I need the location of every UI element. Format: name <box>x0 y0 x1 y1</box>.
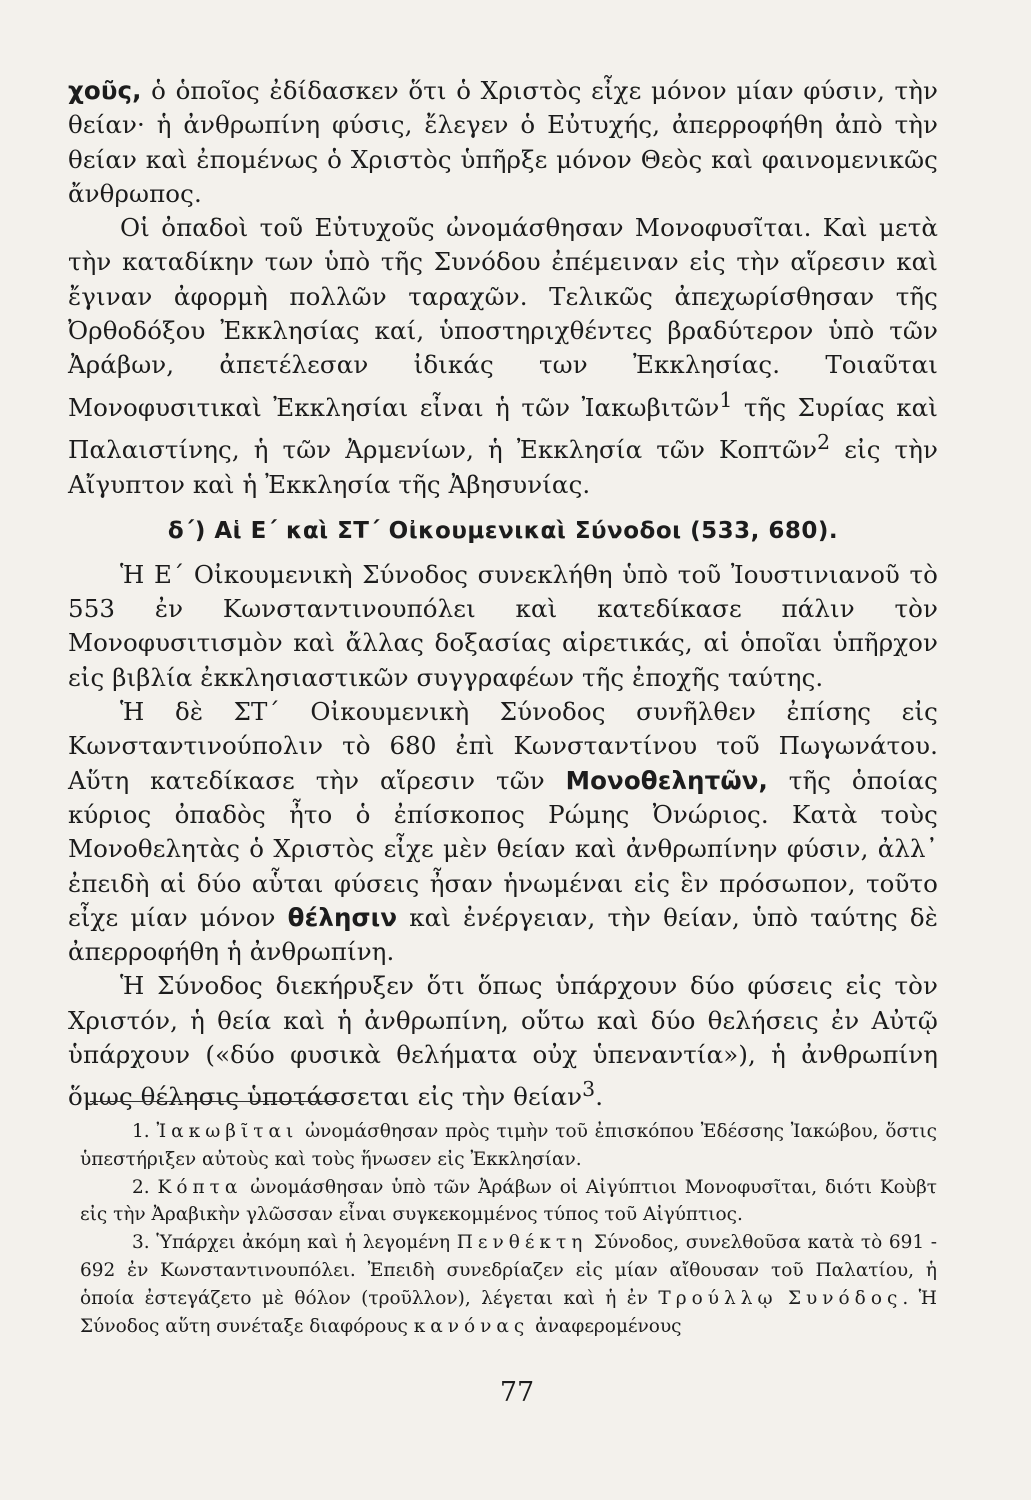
footnote-number: 2. <box>132 1176 158 1198</box>
paragraph-1 <box>68 74 938 211</box>
footnote-divider <box>90 1101 340 1102</box>
footnote-ref: 2 <box>817 430 831 455</box>
footnote-text: Σύνοδος, συνελθοῦσα κατὰ τὸ 691 - 692 ἐν Κωνσταντινουπόλει. Ἐπειδὴ συνεδρίαζεν εἰς μίαν αἴθουσαν τοῦ Παλατίου, ἡ ὁποία ἐστεγάζετο μὲ θόλον (τροῦλλον), λέγεται καὶ ἡ ἐν <box>80 1232 937 1309</box>
main-text <box>68 74 938 1115</box>
footnote-number: 3. <box>132 1232 157 1254</box>
paragraph-text: Ἡ Σύνοδος διεκήρυξεν ὅτι ὅπως ὑπάρχουν δύο φύσεις εἰς τὸν Χριστόν, ἡ θεία καὶ ἡ ἀνθρωπίνη, οὕτω καὶ δύο θελήσεις ἐν Αὐτῷ ὑπάρχουν («δύο φυσικὰ θελήματα οὐχ ὑπεναντία»), ἡ ἀνθρωπίνη ὅμως θέλησις ὑποτάσσεται εἰς τὴν θείαν <box>68 971 938 1112</box>
paragraph-text: καὶ ἐνέργειαν, τὴν θείαν, ὑπὸ ταύτης δὲ ἀπερροφήθη ἡ ἀνθρωπίνη. <box>68 902 938 967</box>
paragraph-text: εἰς τὴν Αἴγυπτον καὶ ἡ Ἐκκλησία τῆς Ἀβησυνίας. <box>68 435 938 499</box>
footnote-text <box>778 1288 788 1309</box>
footnote-text: ὠνομάσθησαν ὑπὸ τῶν Ἀράβων οἱ Αἰγύπτιοι Μονοφυσῖται, διότι Κοὺβτ εἰς τὴν Ἀραβικὴν γλῶσσαν εἶναι συγκεκομμένος τύπος τοῦ Αἰγύπτιος. <box>80 1176 937 1226</box>
footnote-text: . Ἡ Σύνοδος αὕτη συνέταξε διαφόρους <box>80 1287 937 1337</box>
footnotes <box>80 1118 937 1340</box>
spaced-term: Ἰακωβῖται <box>156 1121 299 1142</box>
footnote-text: ὠνομάσθησαν πρὸς τιμὴν τοῦ ἐπισκόπου Ἐδέσσης Ἰακώβου, ὅστις ὑπεστήριξεν αὐτοὺς καὶ τοὺς ἥνωσεν εἰς Ἐκκλησίαν. <box>80 1121 937 1170</box>
paragraph-text: τῆς Συρίας καὶ Παλαιστίνης, ἡ τῶν Ἀρμενίων, ἡ Ἐκκλησία τῶν Κοπτῶν <box>68 392 938 465</box>
footnote-text: Ὑπάρχει ἀκόμη καὶ ἡ λεγομένη <box>156 1232 457 1254</box>
spaced-term: Πενθέκτη <box>456 1232 588 1254</box>
paragraph-5 <box>68 969 938 1114</box>
spaced-term: Συνόδος <box>787 1287 903 1309</box>
page-number: 77 <box>499 1377 535 1408</box>
paragraph-text: Οἱ ὀπαδοὶ τοῦ Εὐτυχοῦς ὠνομάσθησαν Μονοφυσῖται. Καὶ μετὰ τὴν καταδίκην των ὑπὸ τῆς Συνόδου ἐπέμειναν εἰς τὴν αἵρεσιν καὶ ἔγιναν ἀφορμὴ πολλῶν ταραχῶν. Τελικῶς ἀπεχωρίσθησαν τῆς Ὀρθοδόξου Ἐκκλησίας καί, ὑποστηριχθέντες βραδύτερον ὑπὸ τῶν Ἀράβων, ἀπετέλεσαν ἰδικάς των Ἐκκλησίας. Τοιαῦται Μονοφυσιτικαὶ Ἐκκλησίαι εἶναι ἡ τῶν Ἰακωβιτῶν <box>68 213 938 422</box>
paragraph-text: τῆς ὁποίας κύριος ὀπαδὸς ἦτο ὁ ἐπίσκοπος Ρώμης Ὀνώριος. Κατὰ τοὺς Μονοθελητὰς ὁ Χριστὸς εἶχε μὲν θείαν καὶ ἀνθρωπίνην φύσιν, ἀλλ᾽ ἐπειδὴ αἱ δύο αὗται φύσεις ἦσαν ἡνωμέναι εἰς ἓν πρόσωπον, τοῦτο εἶχε μίαν μόνον <box>68 765 938 932</box>
footnote-ref: 3 <box>582 1077 596 1102</box>
spaced-term: Κόπτα <box>157 1176 243 1198</box>
footnote-number: 1. <box>132 1121 157 1142</box>
paragraph-4 <box>68 695 938 969</box>
paragraph-text: ὁ ὁποῖος ἐδίδασκεν ὅτι ὁ Χριστὸς εἶχε μόνον μίαν φύσιν, τὴν θείαν· ἡ ἀνθρωπίνη φύσις, ἔλεγεν ὁ Εὐτυχής, ἀπερροφήθη ἀπὸ τὴν θείαν καὶ ἐπομένως ὁ Χριστὸς ὑπῆρξε μόνον Θεὸς καὶ φαινομενικῶς ἄνθρωπος. <box>68 76 938 208</box>
paragraph-text: . <box>595 1082 604 1112</box>
spaced-term: Τρούλλῳ <box>658 1287 778 1309</box>
footnote-3 <box>80 1229 937 1340</box>
footnote-2 <box>80 1174 937 1230</box>
spaced-term: κανόνας <box>413 1315 530 1337</box>
footnote-ref: 1 <box>719 387 733 412</box>
bold-term: θέλησιν <box>287 902 398 932</box>
paragraph-3: Ἡ Ε΄ Οἰκουμενικὴ Σύνοδος συνεκλήθη ὑπὸ τοῦ Ἰουστινιανοῦ τὸ 553 ἐν Κωνσταντινουπόλει καὶ κατεδίκασε πάλιν τὸν Μονοφυσιτισμὸν καὶ ἄλλας δοξασίας αἱρετικάς, αἱ ὁποῖαι ὑπῆρχον εἰς βιβλία ἐκκλησιαστικῶν συγγραφέων τῆς ἐποχῆς ταύτης. <box>68 559 938 692</box>
bold-word: χοῦς, <box>68 76 142 105</box>
paragraph-text: Ἡ δὲ ΣΤ΄ Οἰκουμενικὴ Σύνοδος συνῆλθεν ἐπίσης εἰς Κωνσταντινούπολιν τὸ 680 ἐπὶ Κωνσταντίνου τοῦ Πωγωνάτου. Αὕτη κατεδίκασε τὴν αἵρεσιν τῶν <box>68 697 938 795</box>
paragraph-2 <box>68 211 938 502</box>
bold-term: Μονοθελητῶν, <box>565 765 768 795</box>
section-heading: δ΄) Αἱ Ε΄ καὶ ΣΤ΄ Οἰκουμενικαὶ Σύνοδοι (533, 680). <box>167 517 839 544</box>
footnote-text: ἀναφερομένους <box>529 1315 682 1337</box>
footnote-1 <box>80 1118 937 1174</box>
